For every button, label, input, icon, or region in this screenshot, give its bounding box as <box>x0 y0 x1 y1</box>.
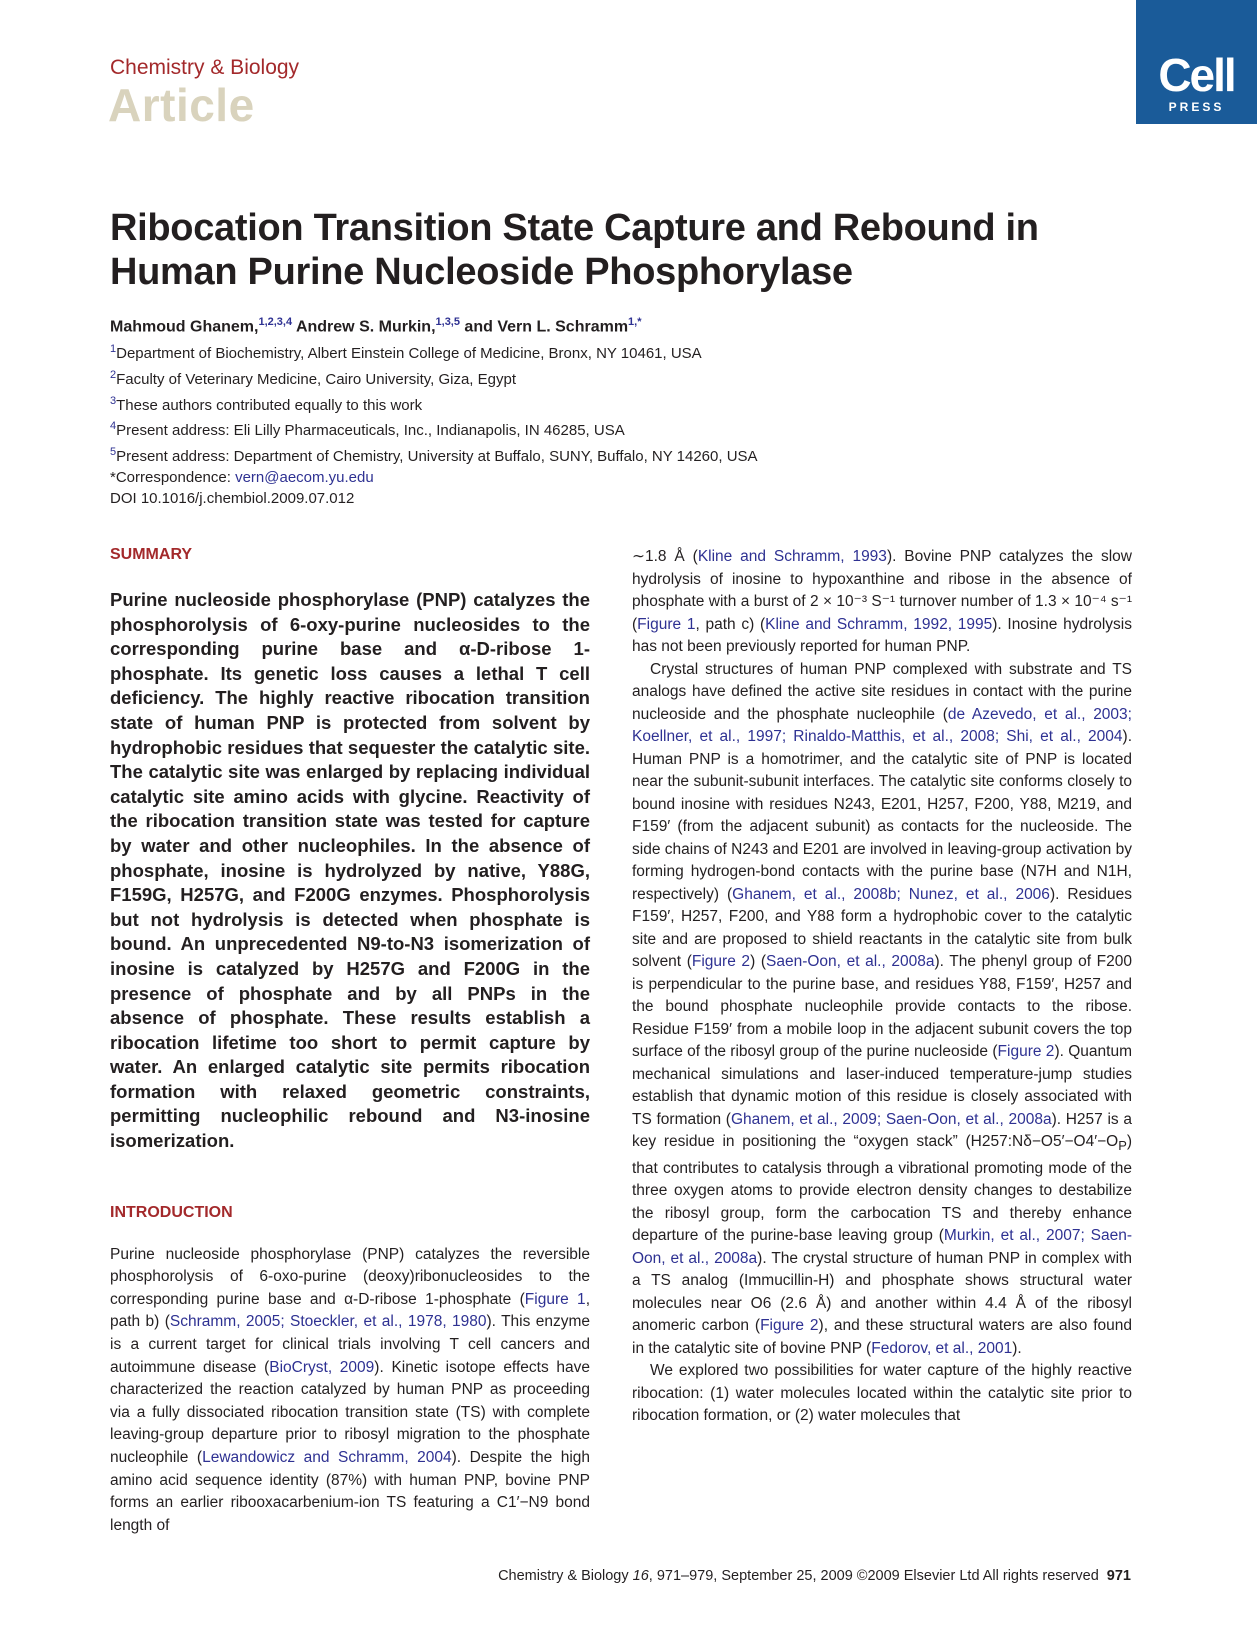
affiliation-text: Present address: Eli Lilly Pharmaceuticals, Inc., Indianapolis, IN 46285, USA <box>116 422 625 440</box>
introduction-paragraph <box>110 1244 590 1538</box>
reference-link[interactable]: Figure 2 <box>760 1317 819 1335</box>
affiliations <box>110 339 758 510</box>
author-affiliation-marks[interactable]: 1,* <box>628 316 642 328</box>
body-text: ). Despite the high amino acid sequence identity (87%) with human PNP, bovine PNP forms an earlier ribooxacarbenium-ion TS featuring a C1′−N9 bond length of <box>110 1449 591 1534</box>
summary-heading: SUMMARY <box>110 546 193 563</box>
left-column <box>110 546 590 1537</box>
affiliation-mark: 1 <box>110 343 117 355</box>
body-text: Crystal structures of human PNP complexed with substrate and TS analogs have defined the active site residues in contact with the purine nucleoside and the phosphate nucleophile ( <box>632 660 1132 723</box>
reference-link[interactable]: Figure 2 <box>691 953 751 970</box>
body-text: ). Quantum mechanical simulations and laser-induced temperature-jump studies establish that dynamic motion of this residue is closely associated with TS formation ( <box>632 1043 1132 1128</box>
page-number: 971 <box>1106 1568 1131 1584</box>
body-text: ). <box>1012 1339 1022 1357</box>
body-text: , path c) ( <box>695 615 766 633</box>
article-title: Ribocation Transition State Capture and Rebound in Human Purine Nucleoside Phosphorylase <box>110 207 1039 293</box>
body-text: ). Kinetic isotope effects have characterized the reaction catalyzed by human PNP as proceeding via a fully dissociated ribocation transition state (TS) with complete leaving-group departure prior to ribosyl migration to the phosphate nucleophile ( <box>110 1358 590 1466</box>
affiliation <box>110 365 758 391</box>
author-list <box>110 316 642 336</box>
doi: DOI 10.1016/j.chembiol.2009.07.012 <box>110 489 355 507</box>
reference-link[interactable]: Figure 1 <box>637 615 696 633</box>
author-affiliation-marks[interactable]: 1,3,5 <box>435 316 460 328</box>
body-text: ) that contributes to catalysis through a vibrational promoting mode of the three oxygen atoms to provide electron density changes to destabilize the ribosyl group, form the carbocation TS and thereby enhance departure of the purine-base leaving group ( <box>632 1133 1132 1245</box>
affiliation-text: Faculty of Veterinary Medicine, Cairo University, Giza, Egypt <box>116 370 516 388</box>
affiliation <box>110 442 758 468</box>
reference-link[interactable]: Kline and Schramm, 1993 <box>697 548 887 565</box>
correspondence <box>110 468 758 489</box>
affiliation-text: Department of Biochemistry, Albert Einstein College of Medicine, Bronx, NY 10461, USA <box>116 345 702 362</box>
footer-volume: 16 <box>632 1568 649 1584</box>
body-text: , path b) ( <box>110 1290 590 1331</box>
reference-link[interactable]: Lewandowicz and Schramm, 2004 <box>202 1449 452 1466</box>
reference-link[interactable]: Fedorov, et al., 2001 <box>871 1339 1013 1357</box>
body-text: Purine nucleoside phosphorylase (PNP) catalyzes the reversible phosphorolysis of 6-oxo-purine (deoxy)ribonucleosides to the corresponding purine base and α-D-ribose 1-phosphate ( <box>110 1245 590 1308</box>
cell-logo-word: Cell <box>1158 49 1235 101</box>
body-text: ), and these structural waters are also found in the catalytic site of bovine PNP ( <box>632 1317 1132 1357</box>
reference-link[interactable]: Kline and Schramm, 1992, 1995 <box>765 615 993 633</box>
affiliation-text: These authors contributed equally to this work <box>116 396 423 414</box>
right-column <box>632 546 1132 1428</box>
body-text: ). Residues F159′, H257, F200, and Y88 form a hydrophobic cover to the catalytic site and are proposed to shield reactants in the catalytic site from bulk solvent ( <box>632 885 1132 970</box>
introduction-heading: INTRODUCTION <box>110 1203 233 1221</box>
introduction-paragraph <box>632 1360 1132 1428</box>
footer-journal: Chemistry & Biology <box>498 1568 633 1584</box>
body-text: ). The crystal structure of human PNP in complex with a TS analog (Immucillin-H) and phosphate shows structural water molecules near O6 (2.6 Å) and another within 4.4 Å of the ribosyl anomeric carbon ( <box>632 1249 1132 1335</box>
reference-link[interactable]: Ghanem, et al., 2009; Saen-Oon, et al., 2008a <box>730 1110 1052 1128</box>
author-name: Mahmoud Ghanem, <box>110 318 259 336</box>
body-text: ) ( <box>750 953 766 970</box>
affiliation-mark: 3 <box>110 394 117 407</box>
reference-link[interactable]: BioCryst, 2009 <box>269 1358 375 1376</box>
cell-logo-press: PRESS <box>1168 100 1225 114</box>
introduction-paragraph <box>632 546 1132 659</box>
affiliation-text: Present address: Department of Chemistry, University at Buffalo, SUNY, Buffalo, NY 14260, USA <box>116 448 758 466</box>
affiliation <box>110 391 758 417</box>
body-text: ). H257 is a key residue in positioning the “oxygen stack” (H257:Nδ−O5′−O4′−O <box>632 1110 1132 1150</box>
summary-text: Purine nucleoside phosphorylase (PNP) catalyzes the phosphorolysis of 6-oxy-purine nucleosides to the corresponding purine base and α-D-ribose 1-phosphate. Its genetic loss causes a lethal T cell deficiency. The highly reactive ribocation transition state of human PNP is protected from solvent by hydrophobic residues that sequester the catalytic site. The catalytic site was enlarged by replacing individual catalytic site amino acids with glycine. Reactivity of the ribocation transition state was tested for capture by water and other nucleophiles. In the absence of phosphate, inosine is hydrolyzed by native, Y88G, F159G, H257G, and F200G enzymes. Phosphorolysis but not hydrolysis is detected when phosphate is bound. An unprecedented N9-to-N3 isomerization of inosine is catalyzed by H257G and F200G in the presence of phosphate and by all PNPs in the absence of phosphate. These results establish a ribocation lifetime too short to permit capture by water. An enlarged catalytic site permits ribocation formation with relaxed geometric constraints, permitting nucleophilic rebound and N3-inosine isomerization. <box>110 589 590 1152</box>
body-text: ). Inosine hydrolysis has not been previously reported for human PNP. <box>632 615 1132 655</box>
affiliation-mark: 2 <box>110 368 117 381</box>
cell-press-logo <box>1136 0 1257 124</box>
reference-link[interactable]: Figure 2 <box>997 1043 1055 1060</box>
body-text: ∼1.8 Å ( <box>632 548 698 565</box>
author-affiliation-marks[interactable]: 1,2,3,4 <box>258 316 293 328</box>
author-name: and Vern L. Schramm <box>459 318 629 336</box>
affiliation-mark: 4 <box>110 420 117 433</box>
footer-citation: , 971–979, September 25, 2009 ©2009 Elsevier Ltd All rights reserved <box>648 1568 1099 1584</box>
reference-link[interactable]: de Azevedo, et al., 2003; Koellner, et al., 1997; Rinaldo-Matthis, et al., 2008; Shi, et al., 2004 <box>632 705 1132 745</box>
body-text: ). This enzyme is a current target for clinical trials involving T cell cancers and autoimmune disease ( <box>110 1313 590 1376</box>
correspondence-label: *Correspondence: <box>110 468 236 486</box>
article-type-label: Article <box>108 79 255 131</box>
affiliation <box>110 416 758 442</box>
reference-link[interactable]: Murkin, et al., 2007; Saen-Oon, et al., 2008a <box>632 1227 1132 1267</box>
subscript: P <box>1118 1138 1127 1154</box>
body-text: ). The phenyl group of F200 is perpendicular to the purine base, and residues Y88, F159′, H257 and the bound phosphate nucleophile provide contacts to the ribose. Residue F159′ from a mobile loop in the adjacent subunit covers the top surface of the ribosyl group of the purine nucleoside ( <box>632 953 1132 1060</box>
page-footer <box>498 1568 1131 1584</box>
introduction-paragraph <box>632 659 1132 1361</box>
affiliation-mark: 5 <box>110 446 117 459</box>
reference-link[interactable]: Figure 1 <box>524 1290 586 1308</box>
journal-name: Chemistry & Biology <box>110 56 300 79</box>
body-text: ). Human PNP is a homotrimer, and the catalytic site of PNP is located near the subunit-subunit interfaces. The catalytic site conforms closely to bound inosine with residues N243, E201, H257, F200, Y88, M219, and F159′ (from the adjacent subunit) as contacts for the nucleoside. The side chains of N243 and E201 are involved in leaving-group activation by forming hydrogen-bond contacts with the purine base (N7H and N1H, respectively) ( <box>632 728 1132 903</box>
reference-link[interactable]: Saen-Oon, et al., 2008a <box>766 953 935 970</box>
body-text: We explored two possibilities for water capture of the highly reactive ribocation: (1) water molecules located within the catalytic site prior to ribocation formation, or (2) water molecules that <box>632 1362 1132 1425</box>
author-name: Andrew S. Murkin, <box>292 318 436 336</box>
affiliation <box>110 339 758 365</box>
correspondence-email-link[interactable]: vern@aecom.yu.edu <box>235 468 374 486</box>
reference-link[interactable]: Ghanem, et al., 2008b; Nunez, et al., 2006 <box>732 885 1050 903</box>
body-text: ). Bovine PNP catalyzes the slow hydrolysis of inosine to hypoxanthine and ribose in the absence of phosphate with a burst of 2 × 10⁻³ S⁻¹ turnover number of 1.3 × 10⁻⁴ s⁻¹ ( <box>632 548 1133 633</box>
reference-link[interactable]: Schramm, 2005; Stoeckler, et al., 1978, 1980 <box>169 1313 487 1331</box>
